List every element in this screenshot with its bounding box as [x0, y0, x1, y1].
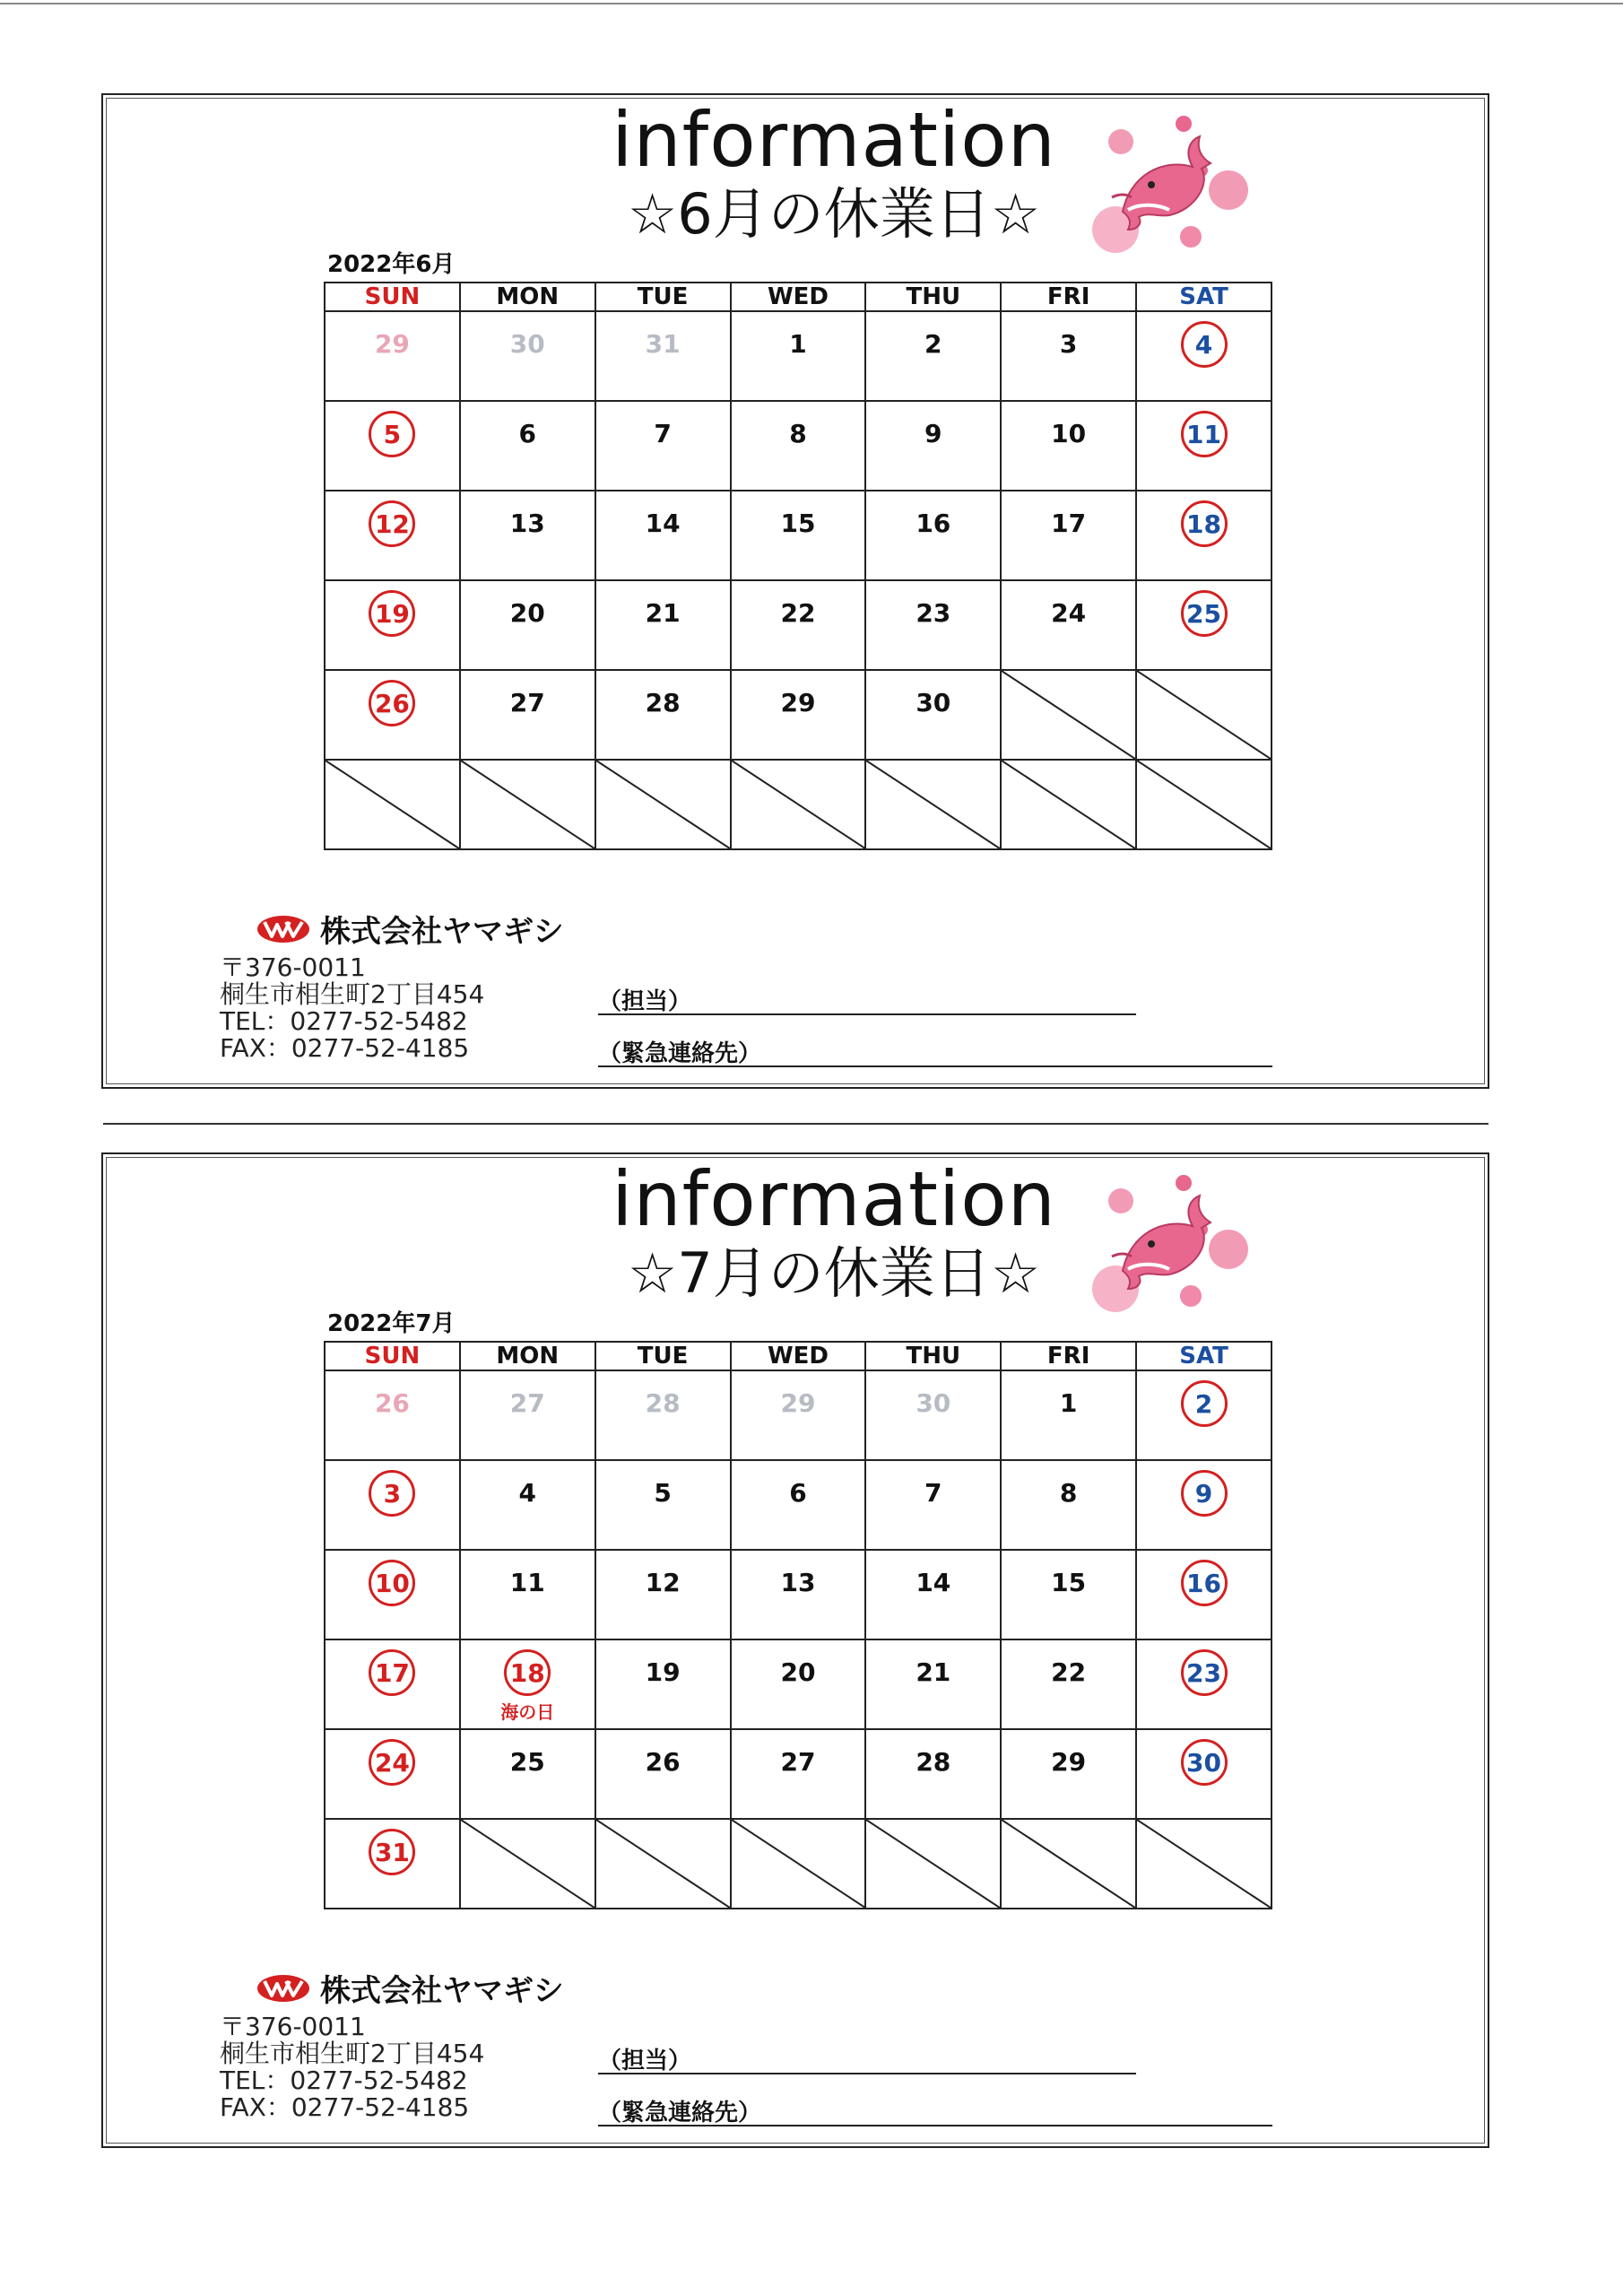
weekday-sat: SAT: [1136, 283, 1271, 311]
day-cell: [460, 580, 595, 670]
street-address: 桐生市相生町2丁目454: [220, 2039, 485, 2068]
notice-title: information: [612, 1155, 1056, 1243]
day-number: 15: [1051, 1568, 1087, 1597]
empty-cell-slash: [866, 1820, 1000, 1908]
weekday-fri: FRI: [1001, 1342, 1136, 1370]
holiday-day-cell: [1136, 1639, 1271, 1729]
week-row: [325, 1460, 1271, 1550]
company-name: 株式会社ヤマギシ: [320, 914, 564, 950]
weekday-thu: THU: [865, 283, 1001, 311]
empty-cell-slash: [732, 1820, 865, 1908]
weekday-sun: SUN: [325, 1342, 460, 1370]
month-label: 2022年7月: [327, 1310, 456, 1337]
day-cell: [595, 580, 731, 670]
empty-cell-slash: [1002, 671, 1135, 759]
day-cell: [460, 1729, 595, 1819]
empty-cell-slash: [325, 761, 459, 848]
day-number: 26: [374, 1388, 410, 1418]
week-row: [325, 580, 1271, 670]
contact-person-line: [598, 1013, 1136, 1015]
day-cell: [865, 1550, 1001, 1639]
weekday-fri: FRI: [1001, 283, 1136, 311]
day-number: 22: [1051, 1657, 1087, 1687]
holiday-day-cell: [325, 1729, 460, 1819]
holiday-circled-date: 9: [1181, 1470, 1228, 1517]
holiday-day-cell: [325, 580, 460, 670]
weekday-header-row: [325, 283, 1271, 311]
empty-day-cell: [1001, 1819, 1136, 1909]
day-number: 3: [1059, 329, 1078, 359]
contact-person-line: [598, 2073, 1136, 2074]
holiday-circled-date: 2: [1181, 1380, 1228, 1427]
day-number: 7: [654, 419, 672, 448]
day-number: 9: [924, 419, 942, 448]
empty-cell-slash: [1002, 761, 1135, 848]
holiday-day-cell: [325, 1460, 460, 1550]
day-cell: [731, 670, 866, 760]
week-row: [325, 401, 1271, 491]
day-cell: [1001, 580, 1136, 670]
empty-cell-slash: [732, 761, 865, 848]
day-cell: [1001, 1639, 1136, 1729]
empty-cell-slash: [1137, 761, 1271, 848]
day-number: 27: [780, 1747, 816, 1777]
day-cell: [1001, 1460, 1136, 1550]
week-row: [325, 1729, 1271, 1819]
empty-day-cell: [595, 760, 731, 849]
holiday-day-cell: [325, 491, 460, 580]
day-cell: [731, 580, 866, 670]
day-cell: [1001, 491, 1136, 580]
top-rule: [0, 3, 1623, 4]
holiday-day-cell: [325, 670, 460, 760]
day-number: 13: [780, 1568, 816, 1597]
day-cell: [731, 1370, 866, 1460]
day-number: 25: [509, 1747, 545, 1777]
empty-day-cell: [595, 1819, 731, 1909]
day-cell: [865, 1639, 1001, 1729]
day-number: 26: [645, 1747, 681, 1777]
phone-number: TEL：0277-52-5482: [220, 1006, 468, 1036]
notice-subtitle: ☆6月の休業日☆: [627, 181, 1041, 247]
day-number: 11: [509, 1568, 545, 1597]
notice-title: information: [612, 96, 1056, 184]
day-number: 6: [518, 419, 536, 448]
weekday-tue: TUE: [595, 283, 731, 311]
holiday-circled-date: 19: [369, 590, 415, 637]
day-cell: [865, 1370, 1001, 1460]
emergency-contact-line: [598, 1065, 1272, 1067]
holiday-day-cell: [325, 1819, 460, 1909]
day-cell: [595, 491, 731, 580]
notice-title-block: [565, 1154, 1103, 1305]
holiday-circled-date: 25: [1181, 590, 1228, 637]
day-number: 29: [1051, 1747, 1087, 1777]
empty-day-cell: [1136, 1819, 1271, 1909]
holiday-circled-date: 5: [369, 411, 415, 457]
day-number: 15: [780, 509, 816, 538]
holiday-circled-date: 18: [504, 1649, 551, 1696]
day-number: 20: [780, 1657, 816, 1687]
day-cell: [865, 1460, 1001, 1550]
day-number: 31: [645, 329, 681, 359]
weekday-thu: THU: [865, 1342, 1001, 1370]
week-row: [325, 1819, 1271, 1909]
day-number: 6: [789, 1478, 807, 1508]
weekday-tue: TUE: [595, 1342, 731, 1370]
day-cell: [325, 311, 460, 401]
holiday-day-cell: [1136, 311, 1271, 401]
empty-day-cell: [865, 760, 1001, 849]
empty-day-cell: [731, 1819, 866, 1909]
contact-person-label: （担当）: [598, 2048, 692, 2074]
day-number: 27: [509, 688, 545, 718]
notice-title-block: [565, 95, 1103, 246]
day-cell: [731, 311, 866, 401]
empty-cell-slash: [866, 761, 1000, 848]
empty-day-cell: [460, 760, 595, 849]
holiday-day-cell: [1136, 401, 1271, 491]
calendar-grid: [324, 1341, 1272, 1908]
yamagishi-logo-icon: [256, 914, 311, 944]
dolphin-mascot-icon: [1076, 1163, 1345, 1325]
day-number: 8: [1059, 1478, 1078, 1508]
day-number: 29: [780, 688, 816, 718]
day-number: 30: [916, 688, 951, 718]
notice-subtitle: ☆7月の休業日☆: [627, 1240, 1041, 1306]
company-address: [220, 954, 484, 1062]
day-number: 30: [509, 329, 545, 359]
day-cell: [460, 1550, 595, 1639]
empty-cell-slash: [1137, 1820, 1271, 1908]
holiday-circled-date: 31: [369, 1829, 415, 1875]
day-cell: [731, 401, 866, 491]
month-label: 2022年6月: [327, 251, 456, 278]
weekday-header-row: [325, 1342, 1271, 1370]
weekday-mon: MON: [460, 1342, 595, 1370]
holiday-circled-date: 30: [1181, 1739, 1228, 1786]
holiday-circled-date: 4: [1181, 321, 1228, 368]
day-number: 17: [1051, 509, 1087, 538]
day-cell: [595, 401, 731, 491]
empty-cell-slash: [1137, 671, 1271, 759]
day-cell: [865, 401, 1001, 491]
day-cell: [595, 1370, 731, 1460]
holiday-circled-date: 10: [369, 1560, 415, 1606]
contact-person-field[interactable]: [598, 983, 691, 1016]
weekday-wed: WED: [731, 1342, 866, 1370]
day-cell: [865, 491, 1001, 580]
day-number: 5: [654, 1478, 672, 1508]
day-number: 28: [916, 1747, 951, 1777]
day-cell: [460, 491, 595, 580]
holiday-circled-date: 12: [369, 500, 415, 547]
company-header: [256, 1966, 564, 2010]
day-cell: [460, 401, 595, 491]
week-row: [325, 760, 1271, 849]
emergency-contact-field[interactable]: [598, 1035, 761, 1068]
day-cell: [325, 1370, 460, 1460]
empty-day-cell: [460, 1819, 595, 1909]
day-number: 21: [916, 1657, 951, 1687]
day-cell: [595, 1729, 731, 1819]
emergency-contact-label: （緊急連絡先）: [598, 1040, 762, 1067]
week-row: [325, 1550, 1271, 1639]
week-row: [325, 1639, 1271, 1729]
fax-number: FAX：0277-52-4185: [220, 2092, 470, 2122]
day-number: 14: [645, 509, 681, 538]
holiday-day-cell: [325, 401, 460, 491]
empty-day-cell: [1136, 670, 1271, 760]
day-number: 4: [518, 1478, 536, 1508]
day-cell: [1001, 401, 1136, 491]
day-number: 21: [645, 598, 681, 628]
day-number: 20: [509, 598, 545, 628]
holiday-day-cell: [1136, 580, 1271, 670]
company-address: [220, 2013, 484, 2121]
day-number: 24: [1051, 598, 1087, 628]
day-cell: [595, 1550, 731, 1639]
day-number: 19: [645, 1657, 681, 1687]
week-row: [325, 491, 1271, 580]
phone-number: TEL：0277-52-5482: [220, 2066, 468, 2095]
postal-code: 〒376-0011: [220, 2012, 366, 2041]
fax-number: FAX：0277-52-4185: [220, 1033, 470, 1063]
day-cell: [595, 1639, 731, 1729]
weekday-wed: WED: [731, 283, 866, 311]
day-cell: [1001, 311, 1136, 401]
weekday-mon: MON: [460, 283, 595, 311]
holiday-circled-date: 11: [1181, 411, 1228, 457]
day-number: 29: [374, 329, 410, 359]
day-cell: [595, 670, 731, 760]
holiday-day-cell: [1136, 1729, 1271, 1819]
day-number: 28: [645, 688, 681, 718]
emergency-contact-line: [598, 2125, 1272, 2126]
contact-person-field[interactable]: [598, 2042, 691, 2075]
street-address: 桐生市相生町2丁目454: [220, 979, 485, 1009]
cut-line: [103, 1123, 1488, 1125]
empty-day-cell: [865, 1819, 1001, 1909]
day-cell: [460, 1370, 595, 1460]
day-number: 1: [789, 329, 807, 359]
empty-day-cell: [1136, 760, 1271, 849]
day-cell: [731, 491, 866, 580]
day-number: 13: [509, 509, 545, 538]
day-number: 23: [916, 598, 951, 628]
day-number: 12: [645, 1568, 681, 1597]
holiday-day-cell: [1136, 1460, 1271, 1550]
holiday-day-cell: [460, 1639, 595, 1729]
holiday-circled-date: 16: [1181, 1560, 1228, 1606]
empty-day-cell: [1001, 760, 1136, 849]
day-number: 27: [509, 1388, 545, 1418]
day-number: 22: [780, 598, 816, 628]
company-header: [256, 907, 564, 951]
calendar-notice-panel-july: [101, 1152, 1489, 2148]
empty-day-cell: [325, 760, 460, 849]
day-cell: [731, 1550, 866, 1639]
day-number: 1: [1059, 1388, 1078, 1418]
day-cell: [731, 1460, 866, 1550]
weekday-sat: SAT: [1136, 1342, 1271, 1370]
day-number: 10: [1051, 419, 1087, 448]
day-number: 30: [916, 1388, 951, 1418]
yamagishi-logo-icon: [256, 1973, 311, 2004]
day-number: 8: [789, 419, 807, 448]
calendar-grid: [324, 282, 1272, 848]
day-number: 28: [645, 1388, 681, 1418]
holiday-name: 海の日: [500, 1701, 555, 1723]
holiday-circled-date: 17: [369, 1649, 415, 1696]
postal-code: 〒376-0011: [220, 952, 366, 982]
empty-cell-slash: [461, 1820, 595, 1908]
day-cell: [1001, 1729, 1136, 1819]
day-number: 7: [924, 1478, 942, 1508]
contact-person-label: （担当）: [598, 988, 692, 1015]
day-cell: [865, 311, 1001, 401]
calendar-notice-panel-june: [101, 93, 1489, 1089]
empty-day-cell: [731, 760, 866, 849]
week-row: [325, 670, 1271, 760]
dolphin-mascot-icon: [1076, 104, 1345, 265]
empty-day-cell: [1001, 670, 1136, 760]
holiday-day-cell: [1136, 1370, 1271, 1460]
day-cell: [460, 1460, 595, 1550]
week-row: [325, 1370, 1271, 1460]
weekday-sun: SUN: [325, 283, 460, 311]
holiday-day-cell: [1136, 491, 1271, 580]
day-cell: [865, 1729, 1001, 1819]
day-cell: [731, 1639, 866, 1729]
day-cell: [460, 311, 595, 401]
holiday-circled-date: 23: [1181, 1649, 1228, 1696]
empty-cell-slash: [1002, 1820, 1135, 1908]
day-cell: [1001, 1550, 1136, 1639]
day-number: 29: [780, 1388, 816, 1418]
day-number: 16: [916, 509, 951, 538]
holiday-day-cell: [325, 1639, 460, 1729]
emergency-contact-label: （緊急連絡先）: [598, 2100, 762, 2126]
day-number: 2: [924, 329, 942, 359]
day-cell: [865, 670, 1001, 760]
emergency-contact-field[interactable]: [598, 2094, 761, 2127]
holiday-circled-date: 24: [369, 1739, 415, 1786]
holiday-circled-date: 18: [1181, 500, 1228, 547]
empty-cell-slash: [461, 761, 595, 848]
day-cell: [1001, 1370, 1136, 1460]
day-cell: [865, 580, 1001, 670]
day-number: 14: [916, 1568, 951, 1597]
holiday-day-cell: [325, 1550, 460, 1639]
holiday-circled-date: 26: [369, 680, 415, 726]
holiday-day-cell: [1136, 1550, 1271, 1639]
week-row: [325, 311, 1271, 401]
empty-cell-slash: [596, 1820, 730, 1908]
day-cell: [595, 1460, 731, 1550]
day-cell: [460, 670, 595, 760]
day-cell: [731, 1729, 866, 1819]
day-cell: [595, 311, 731, 401]
company-name: 株式会社ヤマギシ: [320, 1973, 564, 2009]
empty-cell-slash: [596, 761, 730, 848]
holiday-circled-date: 3: [369, 1470, 415, 1517]
